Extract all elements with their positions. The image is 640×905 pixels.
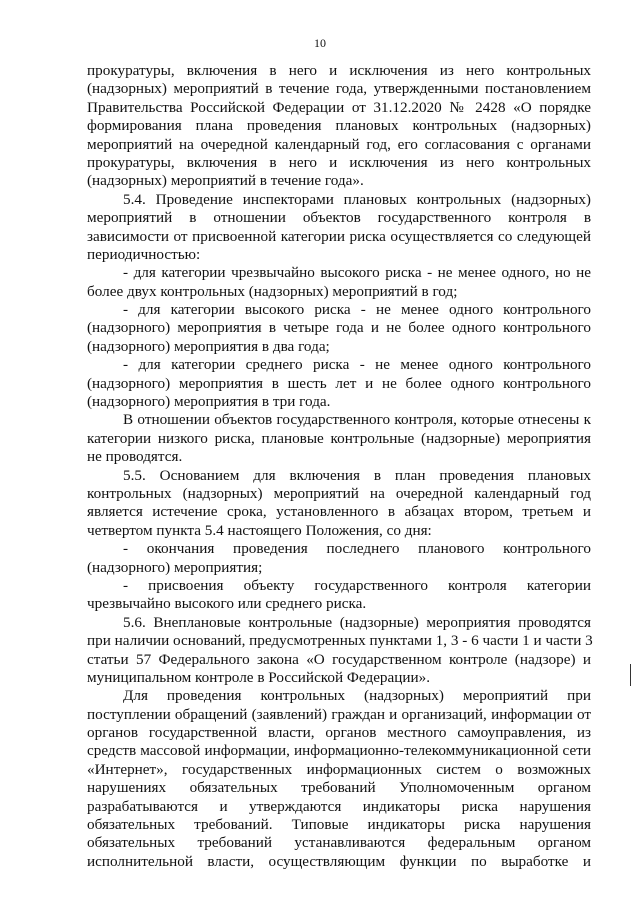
text-line: мероприятий в отношении объектов государственного контроля в	[87, 209, 591, 227]
text-line: статьи 57 Федерального закона «О государственном контроле (надзоре) и	[87, 650, 591, 668]
text-line: (надзорного) мероприятия в шесть лет и не более одного контрольного	[87, 374, 591, 392]
text-line: при наличии оснований, предусмотренных пунктами 1, 3 - 6 части 1 и части 3	[87, 632, 593, 650]
text-line: разрабатываются и утверждаются индикаторы риска нарушения	[87, 797, 591, 815]
text-line: 5.6. Внеплановые контрольные (надзорные) мероприятия проводятся	[123, 613, 591, 631]
text-line: четвертом пункта 5.4 настоящего Положения, со дня:	[87, 521, 432, 539]
text-line: не проводятся.	[87, 448, 183, 466]
text-line: обязательных требований устанавливаются федеральным органом	[87, 834, 591, 852]
text-line: (надзорных) мероприятий в течение года, утвержденными постановлением	[87, 80, 591, 98]
text-line: поступлении обращений (заявлений) граждан и организаций, информации от	[87, 705, 591, 723]
text-line: прокуратуры, включения в него и исключения из него контрольных	[87, 62, 591, 79]
text-line: исполнительной власти, осуществляющим функции по выработке и	[87, 852, 591, 870]
text-line: контрольных (надзорных) мероприятий на очередной календарный год	[87, 484, 591, 502]
text-line: нарушениях обязательных требований Уполномоченным органом	[87, 779, 591, 797]
text-line: средств массовой информации, информационно-телекоммуникационной сети	[87, 742, 591, 760]
margin-mark	[630, 664, 631, 686]
text-line: «Интернет», государственных информационных систем о возможных	[87, 760, 591, 778]
text-line: более двух контрольных (надзорных) мероприятий в год;	[87, 282, 458, 300]
text-line: (надзорного) мероприятия в три года.	[87, 393, 331, 411]
page-number: 10	[314, 36, 326, 50]
text-line: органов государственной власти, органов местного самоуправления, из	[87, 724, 591, 742]
text-line: мероприятий на очередной календарный год, его согласования с органами	[87, 135, 591, 153]
text-line: - для категории среднего риска - не менее одного контрольного	[123, 356, 591, 374]
document-body	[87, 62, 591, 871]
text-line: - окончания проведения последнего планового контрольного	[123, 540, 591, 558]
text-line: В отношении объектов государственного контроля, которые отнесены к	[123, 411, 591, 429]
text-line: - для категории чрезвычайно высокого риска - не менее одного, но не	[123, 264, 591, 282]
text-line: 5.5. Основанием для включения в план проведения плановых	[123, 466, 591, 484]
text-line: чрезвычайно высокого или среднего риска.	[87, 595, 367, 613]
text-line: (надзорного) мероприятия в четыре года и не более одного контрольного	[87, 319, 591, 337]
text-line: 5.4. Проведение инспекторами плановых контрольных (надзорных)	[123, 190, 591, 208]
text-line: - для категории высокого риска - не менее одного контрольного	[123, 301, 591, 319]
text-line: (надзорного) мероприятия в два года;	[87, 337, 330, 355]
text-line: категории низкого риска, плановые контрольные (надзорные) мероприятия	[87, 429, 591, 447]
text-line: Для проведения контрольных (надзорных) мероприятий при	[123, 687, 591, 705]
text-line: (надзорного) мероприятия;	[87, 558, 263, 576]
text-line: обязательных требований. Типовые индикаторы риска нарушения	[87, 816, 591, 834]
text-line: зависимости от присвоенной категории риска осуществляется со следующей	[87, 227, 591, 245]
text-line: - присвоения объекту государственного контроля категории	[123, 576, 591, 594]
text-line: является истечение срока, установленного в абзацах втором, третьем и	[87, 503, 591, 521]
text-line: периодичностью:	[87, 245, 201, 263]
text-line: прокуратуры, включения в него и исключения из него контрольных	[87, 153, 591, 171]
text-line: (надзорных) мероприятий в течение года».	[87, 172, 364, 190]
text-line: муниципальном контроле в Российской Федерации».	[87, 668, 431, 686]
text-line: формирования плана проведения плановых контрольных (надзорных)	[87, 117, 591, 135]
text-line: Правительства Российской Федерации от 31.12.2020 № 2428 «О порядке	[87, 98, 591, 116]
